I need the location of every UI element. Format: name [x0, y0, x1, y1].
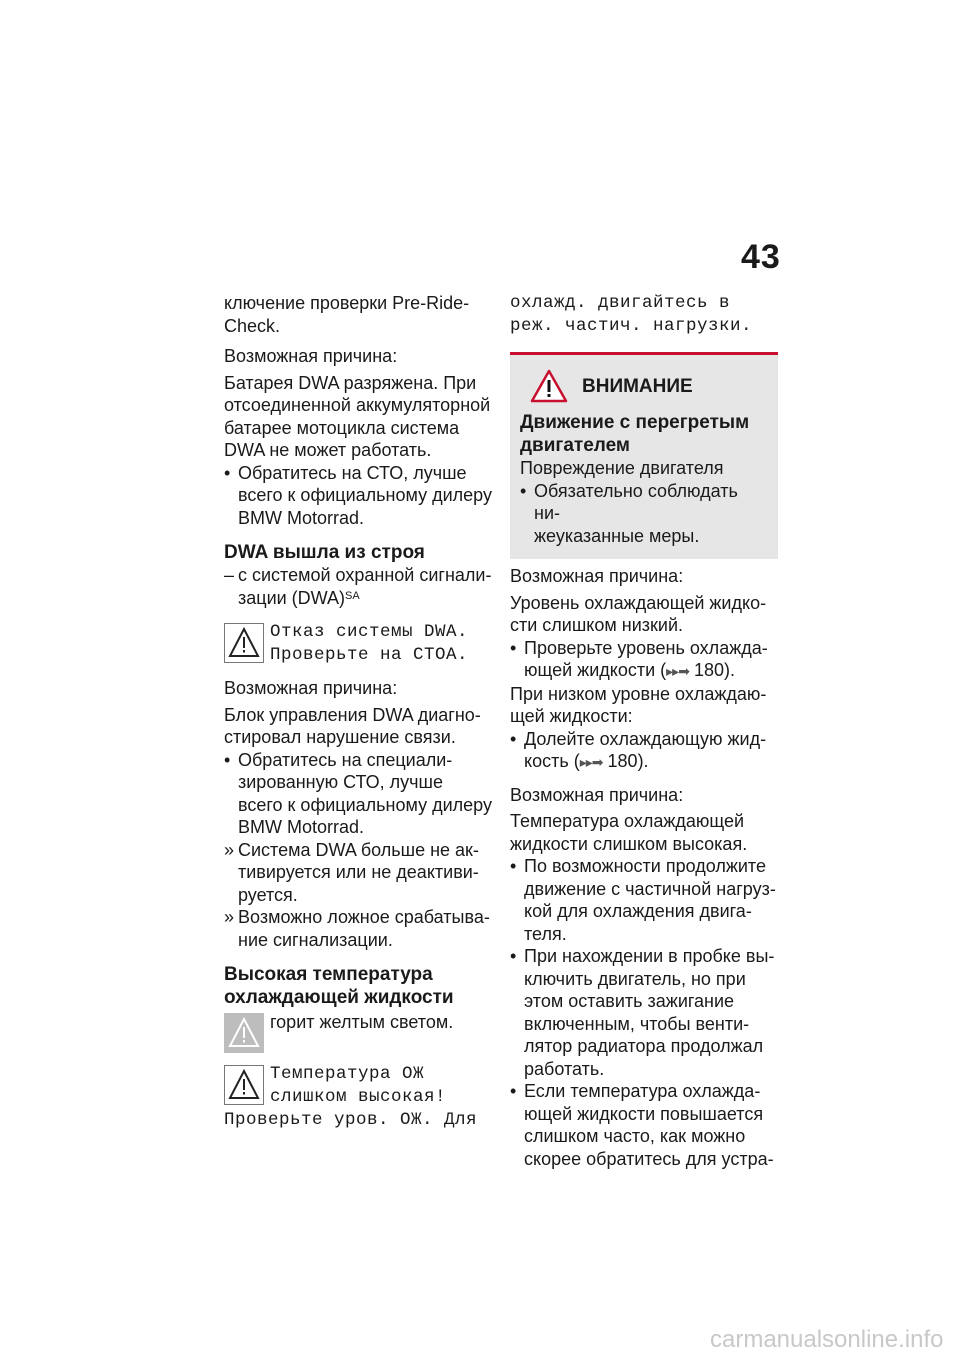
caution-triangle-icon: [530, 369, 568, 403]
warning-triangle-icon: [224, 623, 264, 663]
indicator-light-row: горит желтым светом.: [224, 1011, 504, 1053]
page-reference-arrow-icon: ▸▸➡: [666, 663, 689, 679]
result-item: » Возможно ложное срабатыва- ние сигнализации.: [224, 907, 490, 950]
possible-cause-label: Возможная причина:: [510, 784, 684, 805]
bullet-partial-load: • По возможности продолжите движение с частичной нагруз- кой для охлаждения двига- теля.: [510, 856, 776, 944]
warning-bullet: • Обязательно соблюдать ни- жеуказанные меры.: [520, 480, 738, 546]
warning-triangle-icon: [224, 1065, 264, 1105]
possible-cause-label: Возможная причина:: [510, 566, 684, 586]
section-heading-dwa-failure: DWA вышла из строя: [224, 542, 425, 563]
paragraph-control-unit: Блок управления DWA диагно- стировал нарушение связи.: [224, 704, 481, 747]
paragraph-low-level: При низком уровне охлаждаю- щей жидкости:: [510, 683, 767, 726]
warning-box: [510, 352, 778, 559]
bullet-frequent-overheat: • Если температура охлажда- ющей жидкости повышается слишком часто, как можно скорее обратитесь для устра-: [510, 1081, 774, 1169]
paragraph-pre-ride-check: ключение проверки Pre-Ride- Check.: [224, 293, 470, 336]
bullet-top-up-coolant: • Долейте охлаждающую жид- кость (▸▸➡ 180).: [510, 728, 767, 771]
bullet-contact-service: • Обратитесь на СТО, лучше всего к официальному дилеру BMW Motorrad.: [224, 462, 492, 528]
bullet-traffic-jam: • При нахождении в пробке вы- ключить двигатель, но при этом оставить зажигание включенным, чтобы венти- лятор радиатора продолжал работать.: [510, 946, 775, 1079]
page-number: 43: [741, 238, 781, 276]
general-warning-light-icon: [224, 1013, 264, 1053]
bullet-check-coolant: • Проверьте уровень охлажда- ющей жидкости (▸▸➡ 180).: [510, 637, 768, 680]
result-item: » Система DWA больше не ак- тивируется или не деактиви- руется.: [224, 839, 479, 905]
special-equipment-mark: SA: [345, 589, 360, 602]
display-message-coolant: Температура ОЖ слишком высокая!: [224, 1063, 504, 1109]
warning-text: Повреждение двигателя: [520, 458, 724, 478]
right-column: [510, 292, 778, 1170]
paragraph-high-temp: Температура охлаждающей жидкости слишком высокая.: [510, 811, 748, 854]
display-message-dwa: Отказ системы DWA. Проверьте на СТОА.: [224, 621, 504, 667]
warning-title: ВНИМАНИЕ: [582, 375, 693, 397]
page-reference-arrow-icon: ▸▸➡: [579, 754, 603, 770]
paragraph-battery: Батарея DWA разряжена. При отсоединенной аккумуляторной батарее мотоцикла система DWA не может работать.: [224, 372, 491, 460]
bullet-specialist-workshop: • Обратитесь на специали- зированную СТО, лучше всего к официальному дилеру BMW Motorrad.: [224, 749, 492, 837]
warning-heading: Движение с перегретым двигателем: [520, 412, 750, 456]
watermark: carmanualsonline.info: [710, 1326, 944, 1353]
dash-item-dwa: – с системой охранной сигнали- зации (DWA)$^{SA}$: [224, 565, 492, 608]
paragraph-low-coolant: Уровень охлаждающей жидко- сти слишком низкий.: [510, 592, 767, 635]
possible-cause-label: Возможная причина:: [224, 678, 398, 698]
display-message-continued: охлажд. двигайтесь в реж. частич. нагрузки.: [510, 293, 753, 336]
possible-cause-label: Возможная причина:: [224, 346, 398, 366]
left-column: ключение проверки Pre-Ride- Check. Возможная причина: Батарея DWA разряжена. При отсоединенной аккумуляторной батарее мотоцикла система DWA не может работать. • Обратитесь на СТО, лучше всего к официальному дилеру BMW Motorrad. DWA вышла из строя – с системой охранной сигнали- зации (DWA)$^{SA}$ Отказ системы DWA. Проверьте на СТОА. Возможная причина: Блок управления DWA диагно- стировал нарушение связи. • Обратитесь на специали- зированную СТО, лучше всего к официальному дилеру BMW Motorrad. » Система DWA больше не ак- тивируется или не деактиви- руется. » Возможно ложное срабатыва- ние сигнализации. Высокая температура охлаждающей жидкости горит желтым светом. Температура ОЖ слишком высокая! Проверьте уров. ОЖ. Для: [224, 292, 504, 1132]
section-heading-high-coolant-temp: Высокая температура охлаждающей жидкости: [224, 964, 454, 1008]
